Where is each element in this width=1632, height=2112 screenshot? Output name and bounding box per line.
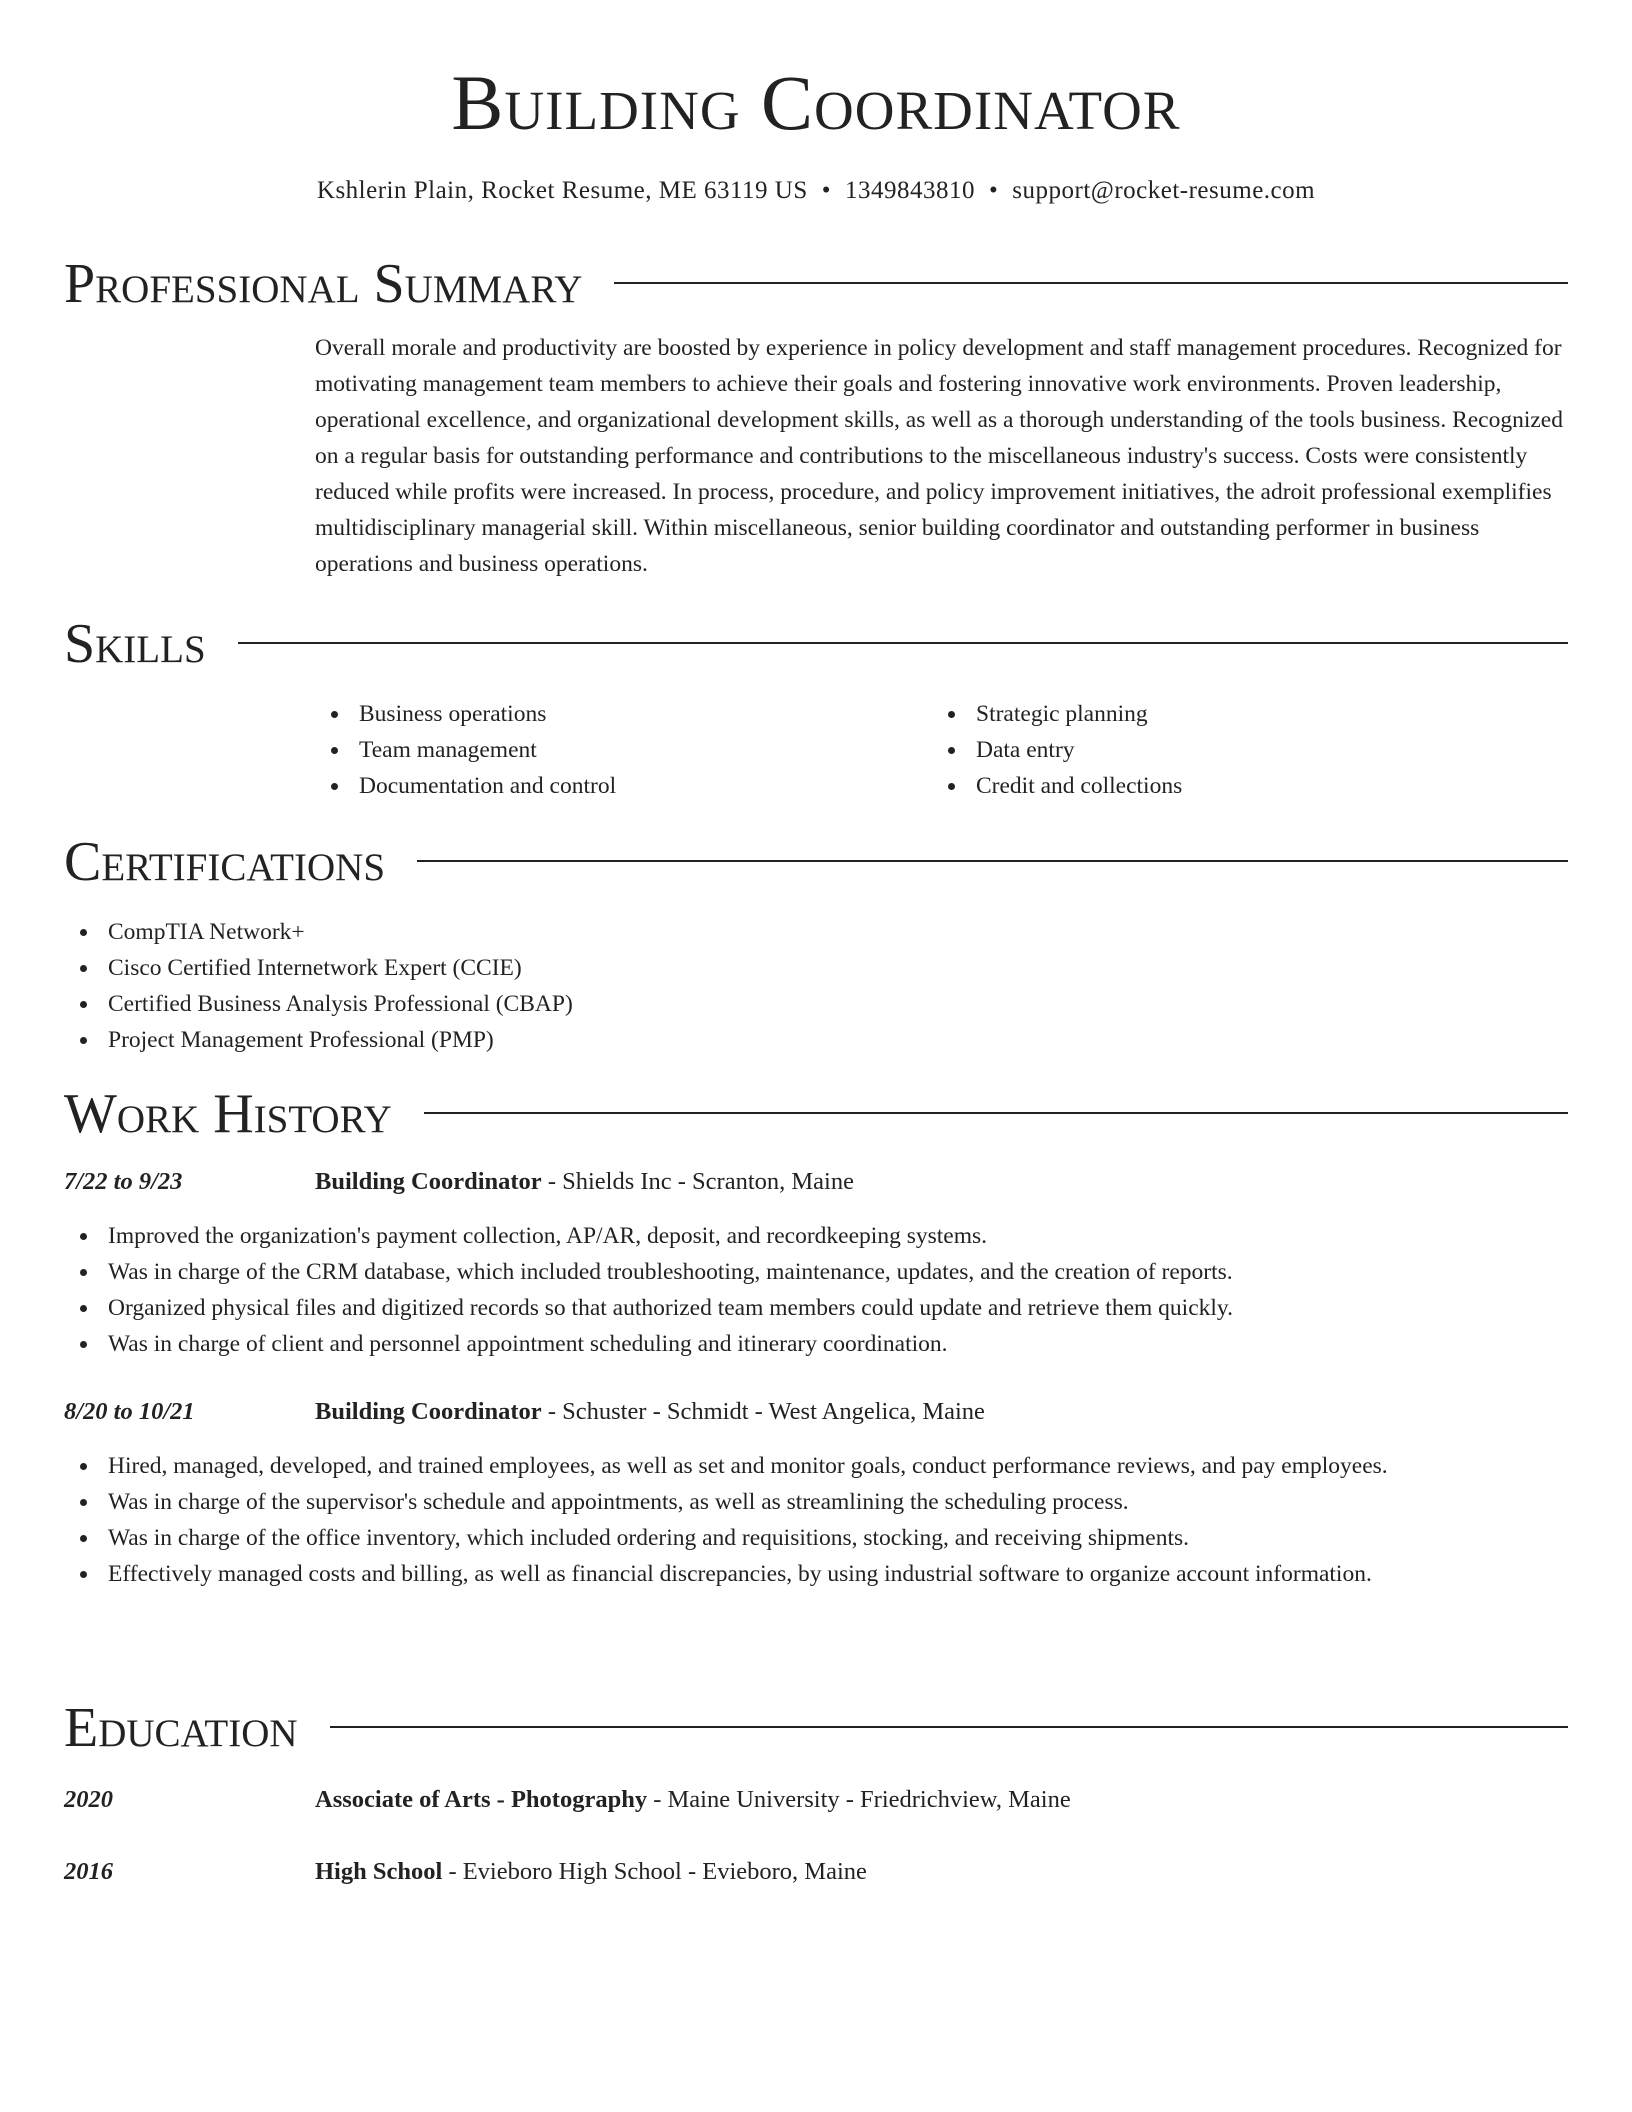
section-divider <box>417 860 1568 862</box>
section-divider <box>238 642 1568 644</box>
certifications-section <box>64 830 1568 1058</box>
education-entry <box>64 1782 1568 1818</box>
job-details: - Shields Inc - Scranton, Maine <box>541 1168 854 1195</box>
certification-item: Cisco Certified Internetwork Expert (CCIE) <box>64 950 1568 986</box>
certifications-header <box>64 830 1568 894</box>
work-history-heading: Work History <box>64 1083 392 1145</box>
education-info <box>315 1854 867 1890</box>
education-year: 2016 <box>64 1858 113 1885</box>
skill-item: Strategic planning <box>932 696 1549 732</box>
job-bullets <box>64 1218 1568 1362</box>
skills-list-right <box>932 696 1549 804</box>
job-info <box>315 1394 985 1430</box>
job-header <box>64 1164 1568 1200</box>
summary-heading: Professional Summary <box>64 253 583 315</box>
skills-list-left <box>315 696 932 804</box>
job-dates: 8/20 to 10/21 <box>64 1398 195 1425</box>
job-bullet: Was in charge of the CRM database, which included troubleshooting, maintenance, updates, and the creation of reports. <box>64 1254 1568 1290</box>
job-bullet: Improved the organization's payment collection, AP/AR, deposit, and recordkeeping systems. <box>64 1218 1568 1254</box>
education-degree: High School <box>315 1858 443 1885</box>
certification-item: Certified Business Analysis Professional (CBAP) <box>64 986 1568 1022</box>
skills-grid <box>315 696 1568 804</box>
certification-item: Project Management Professional (PMP) <box>64 1022 1568 1058</box>
education-entry <box>64 1854 1568 1890</box>
skills-heading: Skills <box>64 613 206 675</box>
job-entry <box>64 1164 1568 1362</box>
skill-item: Data entry <box>932 732 1549 768</box>
education-heading: Education <box>64 1697 298 1759</box>
contact-separator: • <box>989 177 999 204</box>
job-title: Building Coordinator <box>315 1168 542 1195</box>
job-bullet: Effectively managed costs and billing, as well as financial discrepancies, by using industrial software to organize account information. <box>64 1556 1568 1592</box>
job-bullet: Hired, managed, developed, and trained employees, as well as set and monitor goals, conduct performance reviews, and pay employees. <box>64 1448 1568 1484</box>
section-divider <box>424 1112 1568 1114</box>
education-degree: Associate of Arts - Photography <box>315 1786 648 1813</box>
education-section <box>64 1696 1568 1890</box>
certifications-list <box>64 914 1568 1058</box>
education-year: 2020 <box>64 1786 113 1813</box>
education-header <box>64 1696 1568 1760</box>
certification-item: CompTIA Network+ <box>64 914 1568 950</box>
job-bullets <box>64 1448 1568 1592</box>
job-bullet: Organized physical files and digitized records so that authorized team members could update and retrieve them quickly. <box>64 1290 1568 1326</box>
education-details: - Maine University - Friedrichview, Maine <box>647 1786 1071 1813</box>
section-divider <box>330 1726 1568 1728</box>
skill-item: Team management <box>315 732 932 768</box>
skill-item: Business operations <box>315 696 932 732</box>
summary-section <box>64 252 1568 582</box>
skills-header <box>64 612 1568 676</box>
contact-email: support@rocket-resume.com <box>1012 177 1316 204</box>
skill-item: Credit and collections <box>932 768 1549 804</box>
job-dates: 7/22 to 9/23 <box>64 1168 183 1195</box>
contact-address: Kshlerin Plain, Rocket Resume, ME 63119 US <box>316 177 808 204</box>
contact-phone: 1349843810 <box>845 177 976 204</box>
job-header <box>64 1394 1568 1430</box>
summary-text: Overall morale and productivity are boosted by experience in policy development and staff management procedures. Recognized for motivating management team members to achieve their goals and fostering innovative work environments. Proven leadership, operational excellence, and organizational development skills, as well as a thorough understanding of the tools business. Recognized on a regular basis for outstanding performance and contributions to the miscellaneous industry's success. Costs were consistently reduced while profits were increased. In process, procedure, and policy improvement initiatives, the adroit professional exemplifies multidisciplinary managerial skill. Within miscellaneous, senior building coordinator and outstanding performer in business operations and business operations. <box>315 335 1563 577</box>
job-details: - Schuster - Schmidt - West Angelica, Maine <box>541 1398 985 1425</box>
job-title: Building Coordinator <box>315 1398 542 1425</box>
work-history-section <box>64 1082 1568 1592</box>
certifications-heading: Certifications <box>64 831 386 893</box>
summary-header <box>64 252 1568 316</box>
job-entry <box>64 1394 1568 1592</box>
skill-item: Documentation and control <box>315 768 932 804</box>
contact-separator: • <box>821 177 832 204</box>
skills-section <box>64 612 1568 804</box>
job-bullet: Was in charge of client and personnel appointment scheduling and itinerary coordination. <box>64 1326 1568 1362</box>
resume-title: Building Coordinator <box>451 59 1181 146</box>
job-bullet: Was in charge of the supervisor's schedule and appointments, as well as streamlining the scheduling process. <box>64 1484 1568 1520</box>
work-history-header <box>64 1082 1568 1146</box>
job-bullet: Was in charge of the office inventory, which included ordering and requisitions, stocking, and receiving shipments. <box>64 1520 1568 1556</box>
section-divider <box>614 282 1568 284</box>
education-details: - Evieboro High School - Evieboro, Maine <box>442 1858 867 1885</box>
contact-line <box>64 174 1568 208</box>
job-info <box>315 1164 854 1200</box>
education-info <box>315 1782 1071 1818</box>
